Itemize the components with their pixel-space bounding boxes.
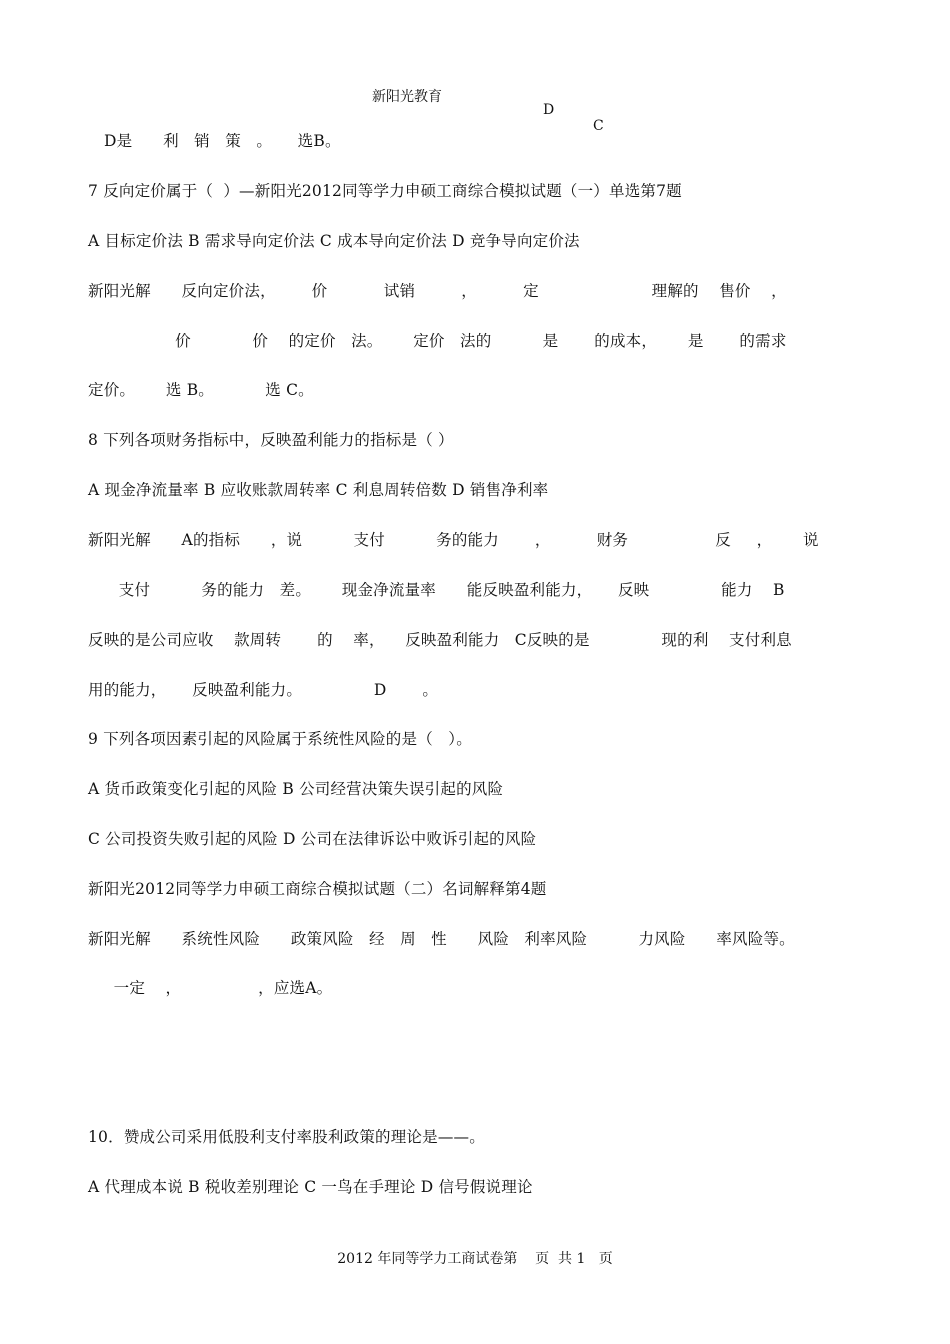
header-brand: 新阳光教育 [372, 89, 442, 105]
answer-7-line-1: 新阳光解 反向定价法， 价 试销 ， 定 理解的 售价 ， [88, 282, 787, 300]
text-line: D是 利 销 策 。 选B。 [104, 132, 341, 150]
question-10: 10．赞成公司采用低股利支付率股利政策的理论是——。 [88, 1128, 485, 1146]
question-10-options: A 代理成本说 B 税收差别理论 C 一鸟在手理论 D 信号假说理论 [88, 1178, 533, 1196]
question-8: 8 下列各项财务指标中，反映盈利能力的指标是（ ） [88, 431, 454, 449]
question-9-options-ab: A 货币政策变化引起的风险 B 公司经营决策失误引起的风险 [88, 780, 504, 798]
answer-8-line-1: 新阳光解 A的指标 ，说 支付 务的能力 ， 财务 反 ， 说 [88, 531, 819, 549]
question-7: 7 反向定价属于（ ）—新阳光2012同等学力申硕工商综合模拟试题（一）单选第7题 [88, 182, 682, 200]
answer-8-line-3: 反映的是公司应收 款周转 的 率， 反映盈利能力 C反映的是 现的利 支付利息 [88, 631, 792, 649]
question-9-source: 新阳光2012同等学力申硕工商综合模拟试题（二）名词解释第4题 [88, 880, 547, 898]
question-9: 9 下列各项因素引起的风险属于系统性风险的是（ ）。 [88, 730, 472, 748]
answer-9-line-1: 新阳光解 系统性风险 政策风险 经 周 性 风险 利率风险 力风险 率风险等。 [88, 930, 795, 948]
question-7-options: A 目标定价法 B 需求导向定价法 C 成本导向定价法 D 竞争导向定价法 [88, 232, 580, 250]
answer-9-line-2: 一定 ， ，应选A。 [88, 979, 333, 997]
answer-8-line-2: 支付 务的能力 差。 现金净流量率 能反映盈利能力， 反映 能力 B [88, 581, 785, 599]
answer-7-line-3: 定价。 选 B。 选 C。 [88, 381, 314, 399]
answer-8-line-4: 用的能力， 反映盈利能力。 D 。 [88, 681, 439, 699]
question-8-options: A 现金净流量率 B 应收账款周转率 C 利息周转倍数 D 销售净利率 [88, 481, 549, 499]
page-footer: 2012 年同等学力工商试卷第 页 共 1 页 [337, 1251, 613, 1267]
answer-7-line-2: 价 价 的定价 法。 定价 法的 是 的成本， 是 的需求 [88, 332, 787, 350]
header-mark-d: D [543, 102, 555, 118]
question-9-options-cd: C 公司投资失败引起的风险 D 公司在法律诉讼中败诉引起的风险 [88, 830, 537, 848]
header-mark-c: C [593, 118, 604, 134]
